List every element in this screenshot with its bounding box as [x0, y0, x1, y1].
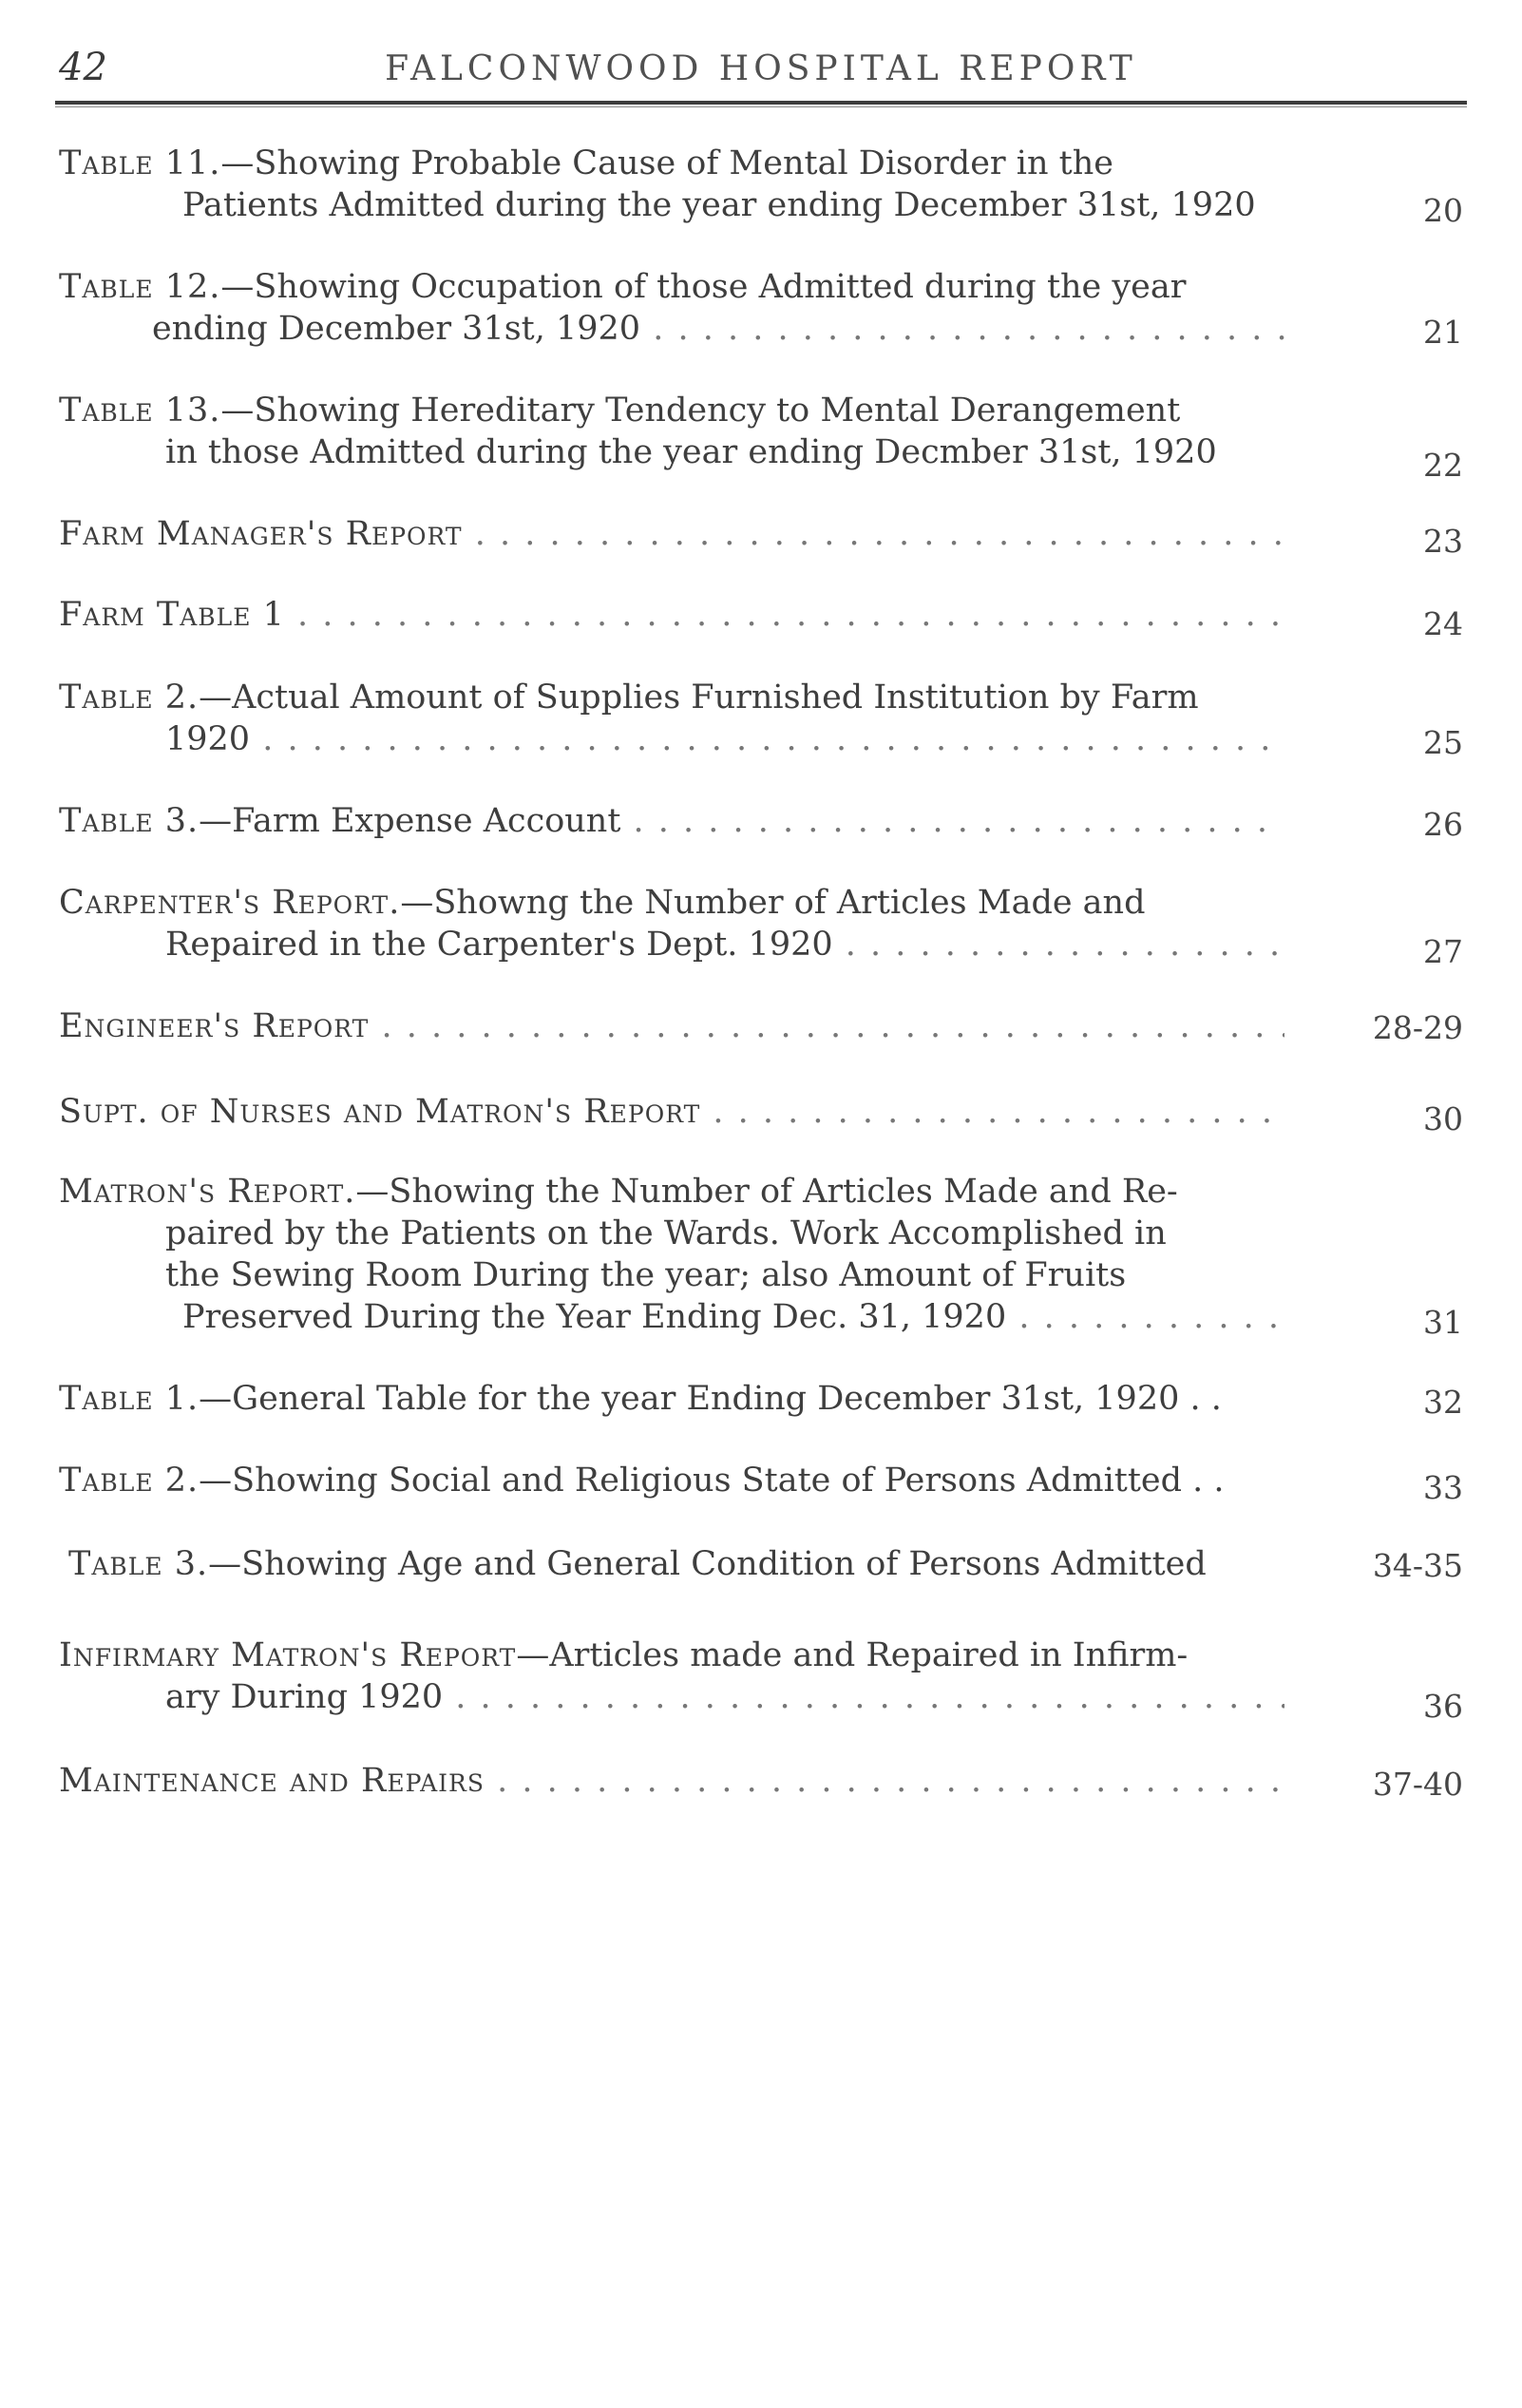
entry-label: Table 1.	[59, 1380, 200, 1418]
entry-label: Table 12.	[59, 268, 221, 306]
entry-line: Preserved During the Year Ending Dec. 31, 1920 . . .	[59, 1296, 1284, 1338]
entry-line: —Farm Expense Account	[199, 802, 621, 840]
entry-page-number: 23	[1423, 523, 1463, 560]
entry-label: Engineer's Report	[59, 1007, 370, 1045]
entry-page-number: 30	[1423, 1100, 1463, 1137]
entry-label: Matron's Report.	[59, 1173, 356, 1211]
entry-label: Supt. of Nurses and Matron's Report	[59, 1093, 701, 1131]
entry-text	[59, 594, 1284, 636]
entry-line: in those Admitted during the year ending Decmber 31st, 1920	[165, 433, 1217, 471]
entry-text	[59, 1171, 1284, 1338]
entry-page-number: 36	[1423, 1688, 1463, 1725]
entry-page-number: 22	[1423, 447, 1463, 484]
entry-page-number: 24	[1423, 605, 1463, 642]
entry-line: —Showing Probable Cause of Mental Disorder in the	[220, 144, 1113, 182]
entry-line: —Showing the Number of Articles Made and Re-	[355, 1173, 1178, 1211]
entry-line: —Showing Occupation of those Admitted during the year	[220, 268, 1187, 306]
entry-label: Carpenter's Report.	[59, 884, 401, 922]
entry-line: ending December 31st, 1920 . . .	[59, 308, 1284, 350]
entry-page-number: 27	[1423, 933, 1463, 970]
entry-line: —General Table for the year Ending December 31st, 1920 . .	[199, 1380, 1222, 1418]
entry-page-number: 33	[1423, 1469, 1463, 1506]
entry-label: Table 2.	[59, 678, 200, 717]
entry-text	[59, 677, 1284, 760]
page-number: 42	[59, 46, 107, 89]
entry-text	[59, 1760, 1284, 1802]
running-title: FALCONWOOD HOSPITAL REPORT	[385, 49, 1137, 88]
entry-label: Farm Manager's Report	[59, 515, 463, 553]
entry-line: —Showing Hereditary Tendency to Mental Derangement	[220, 392, 1181, 430]
entry-page-number: 34-35	[1372, 1547, 1463, 1584]
entry-line: —Showing Social and Religious State of Persons Admitted . .	[199, 1462, 1225, 1500]
header-rule-thin	[55, 106, 1467, 107]
entry-text	[59, 1634, 1284, 1718]
running-head	[59, 38, 1463, 97]
entry-text	[68, 1543, 1294, 1585]
entry-label: Maintenance and Repairs	[59, 1762, 485, 1800]
entry-text	[59, 143, 1284, 226]
entry-line: paired by the Patients on the Wards. Work Accomplished in	[165, 1214, 1167, 1252]
header-rule	[55, 101, 1467, 105]
entry-label: Table 2.	[59, 1462, 200, 1500]
entry-line: Patients Admitted during the year ending December 31st, 1920	[182, 186, 1256, 224]
entry-page-number: 21	[1423, 314, 1463, 351]
entry-page-number: 31	[1423, 1304, 1463, 1341]
entry-page-number: 37-40	[1372, 1766, 1463, 1803]
entry-label: Table 11.	[59, 144, 221, 182]
entry-line: —Showing Age and General Condition of Persons Admitted	[208, 1545, 1207, 1583]
entry-line: 1920 . . .	[59, 718, 1284, 760]
entry-label: Farm Table 1	[59, 596, 285, 634]
entry-text	[59, 1460, 1284, 1501]
entry-line: —Articles made and Repaired in Infirm-	[516, 1636, 1189, 1674]
entry-label: Infirmary Matron's Report	[59, 1636, 517, 1674]
entry-label: Table 3.	[59, 802, 200, 840]
entry-text	[59, 266, 1284, 350]
entry-line: ary During 1920 . . .	[59, 1676, 1284, 1718]
entry-page-number: 25	[1423, 724, 1463, 761]
entry-text	[59, 882, 1284, 965]
entry-label: Table 3.	[68, 1545, 209, 1583]
entry-line: Repaired in the Carpenter's Dept. 1920 . . .	[59, 924, 1284, 965]
entry-text	[59, 1091, 1284, 1133]
entry-text	[59, 1005, 1284, 1047]
entry-text	[59, 800, 1284, 842]
entry-line: —Showng the Number of Articles Made and	[400, 884, 1146, 922]
entry-page-number: 32	[1423, 1384, 1463, 1421]
entry-page-number: 26	[1423, 806, 1463, 843]
entry-line: the Sewing Room During the year; also Amount of Fruits	[165, 1256, 1127, 1294]
entry-text	[59, 390, 1284, 473]
entry-page-number: 28-29	[1372, 1009, 1463, 1046]
entry-text	[59, 1378, 1284, 1420]
entry-text	[59, 513, 1284, 555]
entry-page-number: 20	[1423, 192, 1463, 229]
entry-line: —Actual Amount of Supplies Furnished Institution by Farm	[199, 678, 1199, 717]
entry-label: Table 13.	[59, 392, 221, 430]
